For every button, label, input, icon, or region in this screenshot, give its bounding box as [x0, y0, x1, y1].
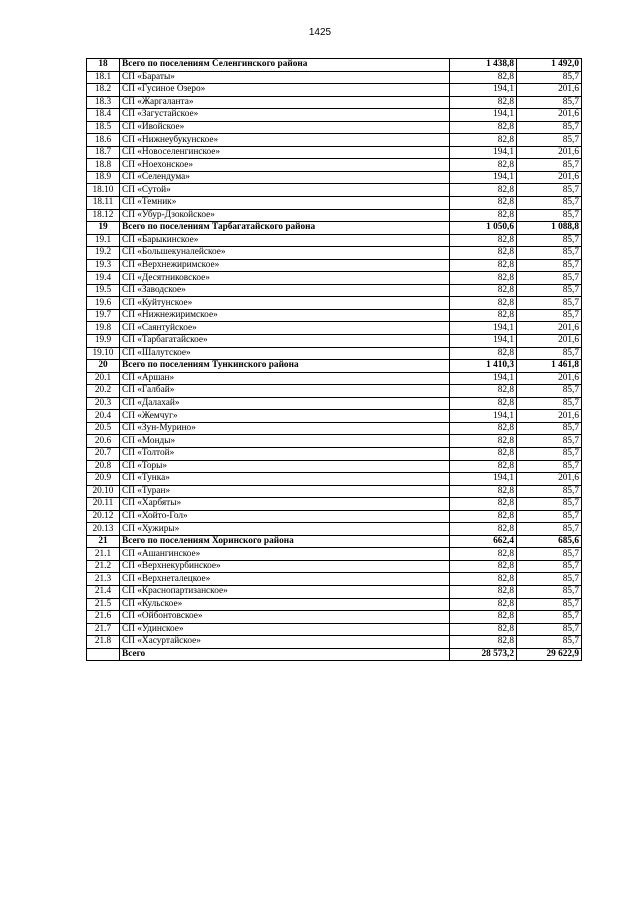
table-row [87, 397, 582, 410]
table-row [87, 460, 582, 473]
row-name: СП «Барыкинское» [120, 234, 450, 247]
table-row [87, 347, 582, 360]
row-name: СП «Монды» [120, 435, 450, 448]
row-value-2: 85,7 [517, 460, 582, 473]
row-number: 18 [87, 59, 120, 72]
row-number: 18.4 [87, 109, 120, 122]
row-value-1: 82,8 [450, 435, 517, 448]
row-name: СП «Верхнекурбинское» [120, 560, 450, 573]
row-number: 19.3 [87, 259, 120, 272]
row-number: 20.7 [87, 447, 120, 460]
row-name: СП «Шалутское» [120, 347, 450, 360]
row-number: 19.7 [87, 309, 120, 322]
row-value-2: 85,7 [517, 96, 582, 109]
table-row [87, 297, 582, 310]
row-value-2: 85,7 [517, 573, 582, 586]
row-value-2: 1 461,8 [517, 360, 582, 373]
row-value-1: 82,8 [450, 159, 517, 172]
row-value-1: 82,8 [450, 272, 517, 285]
row-value-2: 201,6 [517, 84, 582, 97]
table-row [87, 171, 582, 184]
row-value-1: 194,1 [450, 410, 517, 423]
row-number: 20.6 [87, 435, 120, 448]
row-number: 18.6 [87, 134, 120, 147]
row-number: 21.1 [87, 548, 120, 561]
row-value-1: 82,8 [450, 510, 517, 523]
row-name: Всего по поселениям Хоринского района [120, 535, 450, 548]
row-number: 18.3 [87, 96, 120, 109]
row-name: СП «Сутой» [120, 184, 450, 197]
table-row [87, 523, 582, 536]
row-number: 19.5 [87, 284, 120, 297]
table-row [87, 134, 582, 147]
row-name: СП «Селендума» [120, 171, 450, 184]
row-value-1: 82,8 [450, 247, 517, 260]
row-value-1: 194,1 [450, 322, 517, 335]
row-value-2: 85,7 [517, 259, 582, 272]
row-value-1: 82,8 [450, 611, 517, 624]
table-total-row [87, 59, 582, 72]
row-value-1: 82,8 [450, 197, 517, 210]
row-name: СП «Кульское» [120, 598, 450, 611]
table-row [87, 335, 582, 348]
row-name: Всего по поселениям Тункинского района [120, 360, 450, 373]
row-value-2: 1 492,0 [517, 59, 582, 72]
row-number: 18.12 [87, 209, 120, 222]
table-row [87, 611, 582, 624]
row-number: 19.6 [87, 297, 120, 310]
row-value-1: 82,8 [450, 259, 517, 272]
row-number: 19.2 [87, 247, 120, 260]
row-number: 20.2 [87, 385, 120, 398]
row-name: СП «Далахай» [120, 397, 450, 410]
row-value-2: 85,7 [517, 159, 582, 172]
row-value-2: 201,6 [517, 372, 582, 385]
row-value-2: 85,7 [517, 272, 582, 285]
row-number: 19 [87, 222, 120, 235]
row-name: СП «Харбяты» [120, 498, 450, 511]
row-name: СП «Убур-Дзокойское» [120, 209, 450, 222]
row-name: СП «Зун-Мурино» [120, 422, 450, 435]
table-total-row [87, 222, 582, 235]
table-row [87, 510, 582, 523]
row-number: 18.7 [87, 146, 120, 159]
table-row [87, 209, 582, 222]
row-value-1: 82,8 [450, 485, 517, 498]
row-value-1: 82,8 [450, 284, 517, 297]
row-value-2: 201,6 [517, 146, 582, 159]
table-row [87, 473, 582, 486]
row-name: СП «Ивойское» [120, 121, 450, 134]
row-name: СП «Тунка» [120, 473, 450, 486]
row-name: СП «Верхнежиримское» [120, 259, 450, 272]
table-row [87, 422, 582, 435]
row-number: 20 [87, 360, 120, 373]
row-value-1: 82,8 [450, 548, 517, 561]
table-row [87, 121, 582, 134]
table-total-row [87, 360, 582, 373]
row-value-2: 85,7 [517, 422, 582, 435]
row-value-1: 82,8 [450, 234, 517, 247]
row-number: 19.10 [87, 347, 120, 360]
row-value-2: 201,6 [517, 322, 582, 335]
row-value-2: 85,7 [517, 510, 582, 523]
table-total-row [87, 648, 582, 661]
row-number: 19.8 [87, 322, 120, 335]
row-name: СП «Торы» [120, 460, 450, 473]
row-name: СП «Жаргаланта» [120, 96, 450, 109]
table-row [87, 435, 582, 448]
row-value-2: 201,6 [517, 410, 582, 423]
table-row [87, 598, 582, 611]
table-row [87, 623, 582, 636]
table-row [87, 247, 582, 260]
row-value-1: 82,8 [450, 209, 517, 222]
row-value-2: 85,7 [517, 560, 582, 573]
row-value-2: 201,6 [517, 473, 582, 486]
row-name: СП «Новоселенгинское» [120, 146, 450, 159]
budget-table [86, 58, 582, 661]
row-value-2: 85,7 [517, 447, 582, 460]
row-value-2: 85,7 [517, 611, 582, 624]
row-value-2: 85,7 [517, 623, 582, 636]
row-value-2: 85,7 [517, 347, 582, 360]
table-row [87, 146, 582, 159]
row-value-1: 82,8 [450, 523, 517, 536]
table-row [87, 585, 582, 598]
row-value-1: 82,8 [450, 309, 517, 322]
row-value-1: 194,1 [450, 372, 517, 385]
table-row [87, 197, 582, 210]
row-number: 18.8 [87, 159, 120, 172]
table-row [87, 159, 582, 172]
row-name: СП «Загустайское» [120, 109, 450, 122]
row-name: СП «Жемчуг» [120, 410, 450, 423]
row-value-2: 85,7 [517, 548, 582, 561]
row-number: 18.11 [87, 197, 120, 210]
row-value-2: 85,7 [517, 284, 582, 297]
row-name: СП «Заводское» [120, 284, 450, 297]
row-value-2: 85,7 [517, 234, 582, 247]
table-row [87, 184, 582, 197]
table-row [87, 284, 582, 297]
row-value-2: 85,7 [517, 121, 582, 134]
row-name: СП «Хасуртайское» [120, 636, 450, 649]
row-number: 21.7 [87, 623, 120, 636]
row-value-1: 1 410,3 [450, 360, 517, 373]
row-name: СП «Ойбонтовское» [120, 611, 450, 624]
page-number: 1425 [308, 27, 332, 38]
row-name: СП «Нижнеубукунское» [120, 134, 450, 147]
row-name: СП «Саянтуйское» [120, 322, 450, 335]
row-value-2: 201,6 [517, 171, 582, 184]
row-value-2: 85,7 [517, 435, 582, 448]
row-value-2: 85,7 [517, 636, 582, 649]
row-value-1: 194,1 [450, 109, 517, 122]
row-name: Всего по поселениям Селенгинского района [120, 59, 450, 72]
row-number: 21 [87, 535, 120, 548]
row-name: СП «Ашангинское» [120, 548, 450, 561]
row-value-1: 82,8 [450, 297, 517, 310]
row-value-1: 82,8 [450, 460, 517, 473]
table-row [87, 485, 582, 498]
table-row [87, 96, 582, 109]
row-value-1: 662,4 [450, 535, 517, 548]
row-value-1: 194,1 [450, 146, 517, 159]
row-name: СП «Аршан» [120, 372, 450, 385]
row-value-1: 82,8 [450, 397, 517, 410]
row-number: 20.3 [87, 397, 120, 410]
row-value-1: 82,8 [450, 134, 517, 147]
row-number: 20.8 [87, 460, 120, 473]
row-name: СП «Удинское» [120, 623, 450, 636]
row-value-1: 194,1 [450, 335, 517, 348]
row-number: 20.1 [87, 372, 120, 385]
row-value-2: 1 088,8 [517, 222, 582, 235]
row-value-2: 85,7 [517, 498, 582, 511]
table-row [87, 372, 582, 385]
row-value-1: 28 573,2 [450, 648, 517, 661]
row-value-2: 85,7 [517, 247, 582, 260]
row-name: СП «Краснопартизанское» [120, 585, 450, 598]
row-number: 18.9 [87, 171, 120, 184]
row-name: СП «Хойто-Гол» [120, 510, 450, 523]
row-value-1: 82,8 [450, 573, 517, 586]
table-row [87, 309, 582, 322]
row-name: СП «Куйтунское» [120, 297, 450, 310]
row-number: 20.10 [87, 485, 120, 498]
row-value-2: 85,7 [517, 585, 582, 598]
table-row [87, 272, 582, 285]
row-value-1: 82,8 [450, 347, 517, 360]
row-value-1: 82,8 [450, 121, 517, 134]
row-value-1: 82,8 [450, 71, 517, 84]
row-value-1: 82,8 [450, 184, 517, 197]
row-number: 21.2 [87, 560, 120, 573]
row-value-2: 85,7 [517, 397, 582, 410]
table-row [87, 636, 582, 649]
row-name: СП «Тарбагатайское» [120, 335, 450, 348]
row-value-1: 194,1 [450, 171, 517, 184]
row-name: СП «Гусиное Озеро» [120, 84, 450, 97]
row-number: 19.4 [87, 272, 120, 285]
table-row [87, 410, 582, 423]
row-number: 20.5 [87, 422, 120, 435]
row-value-2: 85,7 [517, 209, 582, 222]
row-value-1: 82,8 [450, 598, 517, 611]
row-value-1: 194,1 [450, 473, 517, 486]
row-value-1: 82,8 [450, 560, 517, 573]
row-value-1: 82,8 [450, 447, 517, 460]
table-body [87, 59, 582, 661]
row-name: Всего [120, 648, 450, 661]
row-number: 20.13 [87, 523, 120, 536]
row-value-2: 85,7 [517, 134, 582, 147]
row-value-2: 85,7 [517, 485, 582, 498]
row-name: СП «Бараты» [120, 71, 450, 84]
row-value-2: 85,7 [517, 184, 582, 197]
row-number: 18.5 [87, 121, 120, 134]
row-number: 21.4 [87, 585, 120, 598]
row-name: СП «Нижнежиримское» [120, 309, 450, 322]
row-number [87, 648, 120, 661]
row-name: СП «Верхнеталецкое» [120, 573, 450, 586]
row-value-2: 85,7 [517, 197, 582, 210]
row-value-1: 82,8 [450, 636, 517, 649]
table-row [87, 234, 582, 247]
row-number: 19.1 [87, 234, 120, 247]
row-value-1: 82,8 [450, 498, 517, 511]
table-row [87, 560, 582, 573]
row-number: 18.10 [87, 184, 120, 197]
table-row [87, 573, 582, 586]
row-value-2: 85,7 [517, 598, 582, 611]
row-number: 20.9 [87, 473, 120, 486]
row-value-2: 201,6 [517, 335, 582, 348]
table-row [87, 498, 582, 511]
table-row [87, 447, 582, 460]
row-value-1: 82,8 [450, 422, 517, 435]
row-number: 21.5 [87, 598, 120, 611]
row-number: 20.4 [87, 410, 120, 423]
row-name: СП «Большекуналейское» [120, 247, 450, 260]
row-name: СП «Галбай» [120, 385, 450, 398]
row-value-1: 194,1 [450, 84, 517, 97]
row-number: 20.12 [87, 510, 120, 523]
table-total-row [87, 535, 582, 548]
row-name: СП «Темник» [120, 197, 450, 210]
row-number: 18.1 [87, 71, 120, 84]
row-value-2: 201,6 [517, 109, 582, 122]
row-value-2: 685,6 [517, 535, 582, 548]
row-value-1: 82,8 [450, 623, 517, 636]
row-number: 21.6 [87, 611, 120, 624]
row-value-1: 1 050,6 [450, 222, 517, 235]
row-number: 19.9 [87, 335, 120, 348]
table-row [87, 385, 582, 398]
row-number: 18.2 [87, 84, 120, 97]
row-name: СП «Туран» [120, 485, 450, 498]
table-row [87, 109, 582, 122]
row-value-1: 82,8 [450, 585, 517, 598]
table-row [87, 259, 582, 272]
table-row [87, 548, 582, 561]
row-value-1: 82,8 [450, 96, 517, 109]
row-value-2: 85,7 [517, 523, 582, 536]
row-value-2: 29 622,9 [517, 648, 582, 661]
row-name: СП «Толтой» [120, 447, 450, 460]
table-row [87, 84, 582, 97]
row-value-2: 85,7 [517, 309, 582, 322]
table-row [87, 322, 582, 335]
row-value-2: 85,7 [517, 297, 582, 310]
row-name: СП «Десятниковское» [120, 272, 450, 285]
row-name: СП «Хужиры» [120, 523, 450, 536]
row-name: Всего по поселениям Тарбагатайского района [120, 222, 450, 235]
row-value-2: 85,7 [517, 71, 582, 84]
row-number: 21.3 [87, 573, 120, 586]
row-number: 20.11 [87, 498, 120, 511]
row-value-1: 1 438,8 [450, 59, 517, 72]
row-number: 21.8 [87, 636, 120, 649]
row-value-2: 85,7 [517, 385, 582, 398]
row-name: СП «Ноехонское» [120, 159, 450, 172]
row-value-1: 82,8 [450, 385, 517, 398]
table-row [87, 71, 582, 84]
